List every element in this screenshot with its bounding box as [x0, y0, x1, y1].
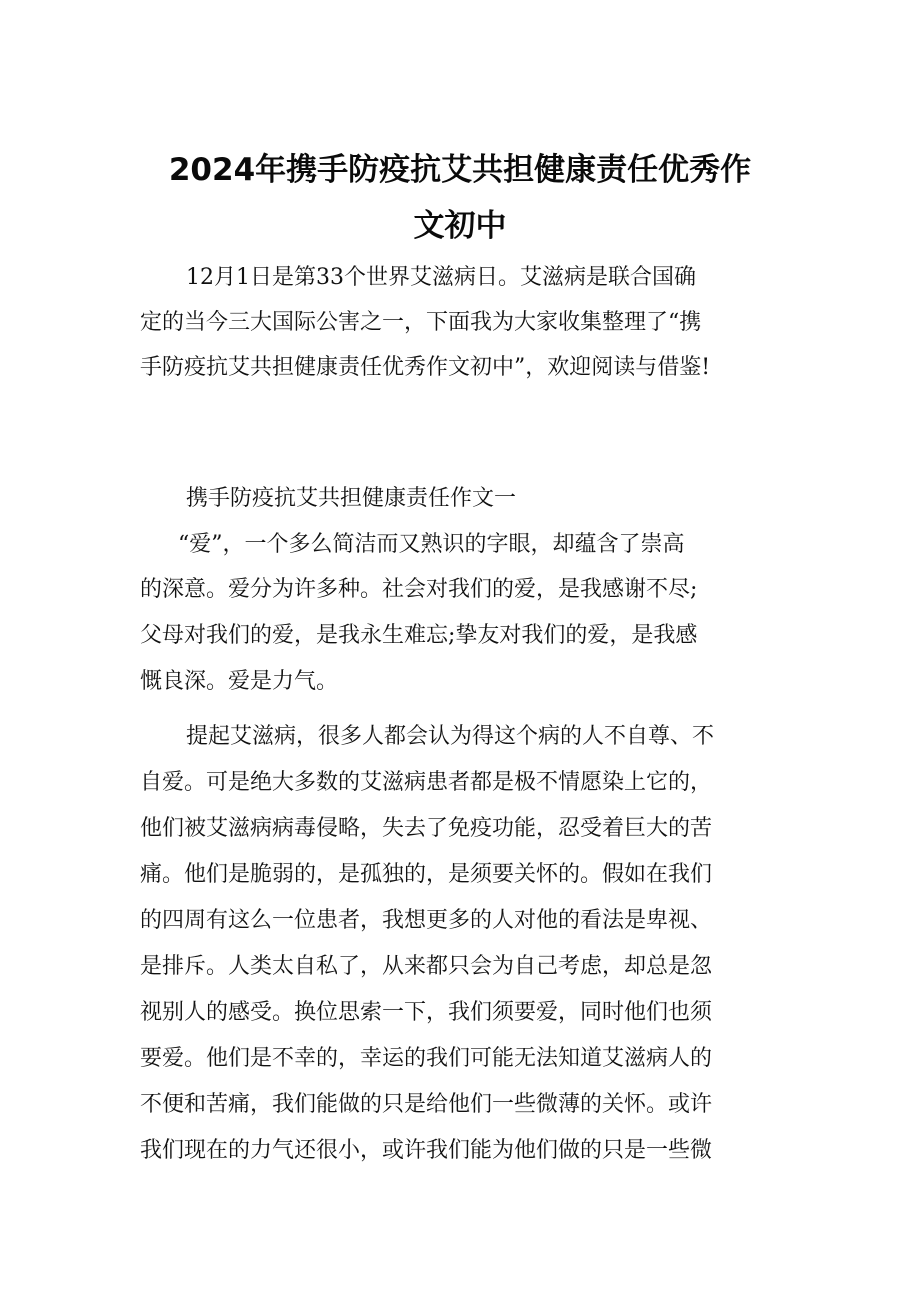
paragraph-line: 慨良深。爱是力气。	[140, 669, 339, 694]
paragraph-line: 要爱。他们是不幸的，幸运的我们可能无法知道艾滋病人的	[140, 1046, 713, 1071]
paragraph-line: 提起艾滋病，很多人都会认为得这个病的人不自尊、不	[186, 724, 715, 749]
paragraph-line: 我们现在的力气还很小，或许我们能为他们做的只是一些微	[140, 1138, 713, 1163]
paragraph-line: 视别人的感受。换位思索一下，我们须要爱，同时他们也须	[140, 1000, 713, 1025]
paragraph-line: “爱”，一个多么简洁而又熟识的字眼，却蕴含了崇高	[178, 532, 685, 557]
intro-line: 12月1日是第33个世界艾滋病日。艾滋病是联合国确	[186, 265, 696, 290]
intro-line: 手防疫抗艾共担健康责任优秀作文初中”，欢迎阅读与借鉴!	[140, 355, 711, 380]
paragraph-line: 的深意。爱分为许多种。社会对我们的爱，是我感谢不尽;	[140, 577, 698, 602]
section-heading: 携手防疫抗艾共担健康责任作文一	[186, 486, 517, 511]
document-title-line-1: 2024年携手防疫抗艾共担健康责任优秀作	[168, 152, 752, 188]
paragraph-line: 自爱。可是绝大多数的艾滋病患者都是极不情愿染上它的，	[140, 770, 713, 795]
paragraph-line: 的四周有这么一位患者，我想更多的人对他的看法是卑视、	[140, 908, 713, 933]
paragraph-line: 是排斥。人类太自私了，从来都只会为自己考虑，却总是忽	[140, 954, 713, 979]
document-title-line-2: 文初中	[413, 208, 507, 244]
paragraph-line: 他们被艾滋病病毒侵略，失去了免疫功能，忍受着巨大的苦	[140, 816, 713, 841]
paragraph-line: 父母对我们的爱，是我永生难忘;挚友对我们的爱，是我感	[140, 623, 698, 648]
paragraph-line: 不便和苦痛，我们能做的只是给他们一些微薄的关怀。或许	[140, 1092, 713, 1117]
paragraph-line: 痛。他们是脆弱的，是孤独的，是须要关怀的。假如在我们	[140, 862, 713, 887]
intro-line: 定的当今三大国际公害之一，下面我为大家收集整理了“携	[140, 310, 702, 335]
